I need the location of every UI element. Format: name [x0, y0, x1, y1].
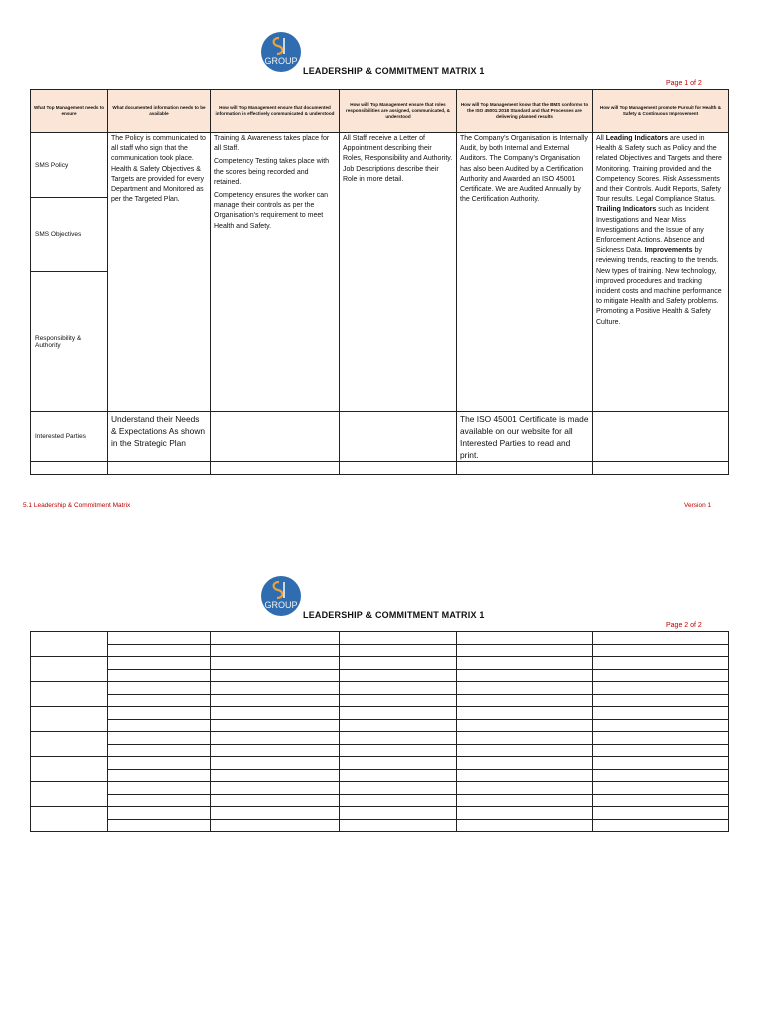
table-row: [31, 657, 729, 670]
table-cell: [457, 820, 593, 832]
row-label: [31, 782, 108, 807]
table-row: [31, 807, 729, 820]
table-cell: [108, 670, 211, 682]
row-label: SMS Policy: [31, 133, 108, 198]
table-cell: [211, 707, 340, 720]
table-cell: [211, 720, 340, 732]
table-cell: [593, 657, 729, 670]
table-cell: [457, 695, 593, 707]
table-cell: [108, 707, 211, 720]
logo-mark-icon: [261, 32, 301, 72]
table-row: [31, 695, 729, 707]
table-row: [31, 720, 729, 732]
table-cell: [457, 757, 593, 770]
table-cell: [211, 695, 340, 707]
table-cell: [340, 820, 457, 832]
table-cell: [211, 670, 340, 682]
improvements-text: by reviewing trends, reacting to the trends. New types of training. New technology, improved procedures and tracking incident costs and machine performance to mitigate Health and Safety problems. Promoting a Positive Health & Safety Culture.: [596, 247, 722, 326]
table-header-row: [31, 90, 729, 133]
table-cell: [211, 632, 340, 645]
table-cell: [211, 645, 340, 657]
table-cell: [457, 720, 593, 732]
table-row: [31, 632, 729, 645]
table-cell: [108, 632, 211, 645]
row-label: Interested Parties: [31, 412, 108, 462]
table-cell: [108, 757, 211, 770]
row-label: [31, 632, 108, 657]
document-title: LEADERSHIP & COMMITMENT MATRIX 1: [303, 610, 485, 620]
column-header: How will Top Management promote Pursuit for Health & Safety & Continuous Improvement: [593, 90, 729, 133]
table-cell: [211, 657, 340, 670]
table-cell: [211, 782, 340, 795]
communication-text: Competency Testing takes place with the scores being recorded and retained.: [214, 158, 330, 186]
table-cell: [457, 682, 593, 695]
logo-text: GROUP: [264, 600, 298, 610]
column-header: What documented information needs to be available: [108, 90, 211, 133]
table-cell: [457, 657, 593, 670]
leading-indicators-text: are used in Health & Safety such as Policy and the related Objectives and Targets and there Monitoring. Training provided and the Competency Scores. Risk Assessments and their Controls. Audit Reports, Safety Tour results. Legal Compliance Status.: [596, 135, 722, 204]
documented-info-cell: The Policy is communicated to all staff who sign that the communication took place. Health & Safety Objectives & Targets are provided for every Department and Monitored as per the Targeted Plan.: [108, 133, 211, 412]
table-cell: [340, 807, 457, 820]
table-cell: [211, 682, 340, 695]
table-cell: [108, 682, 211, 695]
table-cell: [108, 695, 211, 707]
improvements-heading: Improvements: [644, 247, 693, 255]
improvement-cell: [593, 133, 729, 412]
table-row: [31, 795, 729, 807]
table-cell: [108, 732, 211, 745]
table-row: [31, 757, 729, 770]
table-cell: [593, 732, 729, 745]
document-title: LEADERSHIP & COMMITMENT MATRIX 1: [303, 66, 485, 76]
table-row: [31, 732, 729, 745]
table-cell: [340, 632, 457, 645]
table-cell: [457, 632, 593, 645]
table-cell: [457, 770, 593, 782]
trailing-indicators-heading: Trailing Indicators: [596, 206, 657, 214]
table-row: [31, 645, 729, 657]
leading-indicators-heading: Leading Indicators: [605, 135, 668, 142]
table-row: [31, 745, 729, 757]
table-cell: [211, 795, 340, 807]
page-number: Page 2 of 2: [666, 622, 702, 629]
table-cell: [108, 745, 211, 757]
table-cell: [108, 770, 211, 782]
row-label: Responsibility & Authority: [31, 272, 108, 412]
conformance-cell: The Company’s Organisation is Internally Audit, by both Internal and External Auditors. The Company’s Organisation has also been Audited by a Certification Authority and Awarded an ISO 45001 Certificate. We are Audited Annually by the Certification Authority.: [457, 133, 593, 412]
logo-mark-icon: [261, 576, 301, 616]
table-cell: [457, 645, 593, 657]
table-cell: [211, 757, 340, 770]
table-cell: [457, 782, 593, 795]
table-row: [31, 770, 729, 782]
table-cell: [340, 657, 457, 670]
table-cell: [593, 682, 729, 695]
footer-version: Version 1: [684, 502, 712, 509]
table-cell: [340, 720, 457, 732]
table-cell: [108, 807, 211, 820]
column-header: How will Top Management ensure that roles responsibilities are assigned, communicated, & understood: [340, 90, 457, 133]
interested-conformance-cell: The ISO 45001 Certificate is made available on our website for all Interested Parties to read and print.: [457, 412, 593, 462]
table-cell: [340, 782, 457, 795]
table-cell: [340, 770, 457, 782]
row-label: [31, 807, 108, 832]
footer-document-name: 5.1 Leadership & Commitment Matrix: [23, 502, 131, 509]
table-cell: [340, 757, 457, 770]
table-row: [31, 462, 729, 475]
page-number: Page 1 of 2: [666, 80, 702, 87]
table-cell: [593, 795, 729, 807]
table-cell: [340, 695, 457, 707]
table-cell: [108, 782, 211, 795]
table-cell: [211, 770, 340, 782]
row-label: [31, 657, 108, 682]
table-cell: [593, 707, 729, 720]
table-cell: [340, 795, 457, 807]
table-cell: [593, 807, 729, 820]
table-cell: [457, 745, 593, 757]
communication-text: Training & Awareness takes place for all Staff.: [214, 135, 330, 153]
column-header: What Top Management needs to ensure: [31, 90, 108, 133]
table-cell: [593, 695, 729, 707]
table-cell: [457, 670, 593, 682]
table-cell: [108, 820, 211, 832]
row-label: SMS Objectives: [31, 198, 108, 272]
table-cell: [211, 807, 340, 820]
row-label: [31, 682, 108, 707]
table-cell: [340, 732, 457, 745]
logo-text: GROUP: [264, 56, 298, 66]
table-row: [31, 682, 729, 695]
communication-cell: [211, 133, 340, 412]
table-cell: [457, 795, 593, 807]
table-cell: [593, 720, 729, 732]
row-label: [31, 757, 108, 782]
company-logo: [261, 32, 301, 72]
interested-documented-cell: Understand their Needs & Expectations As shown in the Strategic Plan: [108, 412, 211, 462]
improvement-intro: All: [596, 135, 604, 142]
table-cell: [593, 770, 729, 782]
table-cell: [593, 782, 729, 795]
table-cell: [108, 645, 211, 657]
table-cell: [211, 820, 340, 832]
table-cell: [340, 645, 457, 657]
table-cell: [340, 745, 457, 757]
leadership-matrix-table: [30, 89, 729, 475]
company-logo: [261, 576, 301, 616]
table-cell: [108, 795, 211, 807]
table-row: [31, 820, 729, 832]
trailing-indicators-text: such as Incident Investigations and Near Miss Investigations and the Issue of any Enforcement Actions. Absence and Sickness Data.: [596, 206, 709, 255]
table-cell: [593, 745, 729, 757]
table-cell: [211, 745, 340, 757]
roles-cell: All Staff receive a Letter of Appointment describing their Roles, Responsibility and Authority. Job Descriptions describe their Role in more detail.: [340, 133, 457, 412]
table-cell: [593, 820, 729, 832]
table-row: [31, 707, 729, 720]
communication-text: Competency ensures the worker can manage their controls as per the Organisation’s requirement to meet Health and Safety.: [214, 192, 328, 230]
row-label: [31, 732, 108, 757]
table-cell: [108, 720, 211, 732]
column-header: How will Top Management know that the BMS conforms to the ISO 45001:2018 Standard and that Processes are delivering planned results: [457, 90, 593, 133]
table-cell: [457, 732, 593, 745]
table-cell: [593, 632, 729, 645]
table-cell: [340, 707, 457, 720]
table-row: [31, 412, 729, 462]
table-cell: [340, 670, 457, 682]
table-cell: [457, 707, 593, 720]
table-cell: [593, 757, 729, 770]
table-row: [31, 133, 729, 198]
table-row: [31, 782, 729, 795]
table-cell: [211, 732, 340, 745]
table-row: [31, 670, 729, 682]
table-cell: [108, 657, 211, 670]
table-cell: [593, 670, 729, 682]
row-label: [31, 707, 108, 732]
blank-matrix-table: [30, 631, 729, 832]
table-cell: [340, 682, 457, 695]
column-header: How will Top Management ensure that documented information is effectively communicated & understood: [211, 90, 340, 133]
table-cell: [457, 807, 593, 820]
table-cell: [593, 645, 729, 657]
